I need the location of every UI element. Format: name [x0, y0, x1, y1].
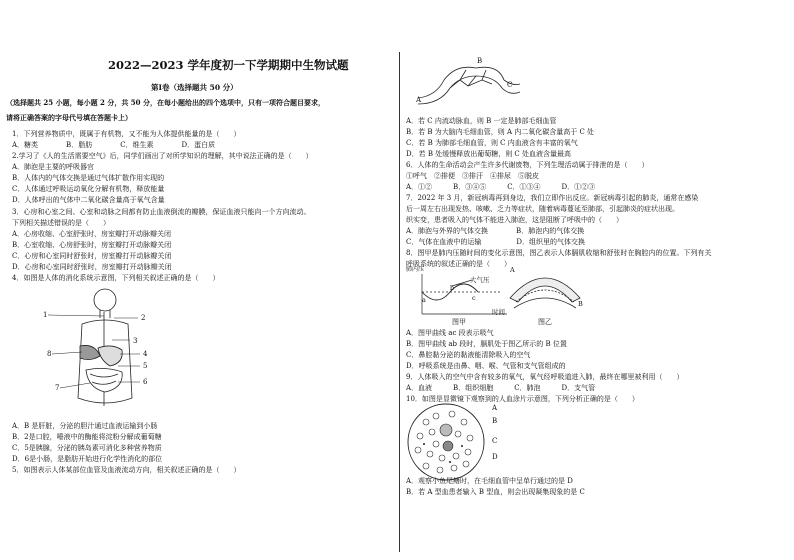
question-line: 3．心房和心室之间、心室和动脉之间都有防止血液倒流的瓣膜，保证血液只能向一个方向流动。 — [12, 208, 311, 216]
option-line: A．观察小鱼尾鳍时，在毛细血管中呈单行通过的是 D — [406, 477, 573, 485]
graph-y-label: 肺内压 — [406, 266, 425, 273]
option-line: A．图甲曲线 ac 段表示吸气 — [406, 329, 494, 337]
graph-point-label: b — [450, 284, 455, 292]
graph-caption: 图甲 — [452, 318, 466, 326]
figure-label: 6 — [143, 378, 148, 386]
option-line: A．肺泡与外界的气体交换 B．肺泡内的气体交换 — [406, 227, 585, 235]
option-line: A．血液 B．组织细胞 C．肺泡 D．支气管 — [406, 384, 596, 392]
question-line: 下列相关描述错误的是（ ） — [12, 219, 110, 227]
exam-title: 2022—2023 学年度初一下学期期中生物试题 — [108, 58, 349, 72]
question-line: 呼吸系统的叙述正确的是（ ） — [406, 260, 511, 268]
option-line: B．心室收缩、心房舒张时，房室瓣打开动脉瓣关闭 — [12, 241, 172, 249]
question-line: 8．图甲是肺内压随时间的变化示意图，图乙表示人体膈肌收缩和舒张时在胸腔内的位置。下列有关 — [406, 249, 712, 257]
option-line: A．B 是肝脏，分泌的胆汁通过血液运输到小肠 — [12, 422, 158, 430]
question-line: 7．2022 年 3 月，新冠病毒再到身边，我们立即作出反应。新冠病毒引起的肺炎，通常在感染 — [406, 194, 699, 202]
figure-label: 8 — [47, 350, 52, 358]
option-line: B．图甲曲线 ab 段时，膈肌处于图乙所示的 B 位置 — [406, 340, 567, 348]
option-line: C．心房和心室同时舒张时，房室瓣打开动脉瓣关闭 — [12, 252, 172, 260]
question-line: 1．下列营养物质中，既属于有机物，又不能为人体提供能量的是（ ） — [12, 130, 241, 138]
question-line: 6．人体的生命活动会产生许多代谢废物，下列生理活动属于排泄的是（ ） — [406, 161, 649, 169]
option-line: D．呼吸系统是由鼻、咽、喉、气管和支气管组成的 — [406, 362, 566, 370]
figure-label: C — [507, 81, 513, 89]
figure-label: 3 — [133, 337, 138, 345]
option-line: ①呼气 ②排便 ③排汗 ④排尿 ⑤脱皮 — [406, 172, 539, 180]
figure-label: 5 — [143, 362, 148, 370]
question-line: 2.学习了《人的生活需要空气》后，同学们画出了对所学知识的理解，其中说法正确的是（ ） — [12, 152, 313, 160]
graph-caption: 图乙 — [538, 318, 552, 326]
figure-label: 7 — [55, 384, 60, 392]
question-line: 后一周左右出现发热、咳嗽、乏力等症状，随着病毒蔓延至肺部，引起肺炎的症状出现。 — [406, 205, 679, 213]
option-line: C．若 B 为肺部毛细血管，则 C 内血液含有丰富的氧气 — [406, 139, 578, 147]
figure-label: B — [492, 417, 498, 425]
option-line: B．2是口腔，唾液中的酶能将淀粉分解成葡萄糖 — [12, 433, 162, 441]
blood-smear-figure — [406, 402, 486, 482]
figure-label: 2 — [141, 314, 146, 322]
digestive-system-figure — [0, 288, 398, 418]
figure-label: A — [416, 96, 422, 104]
option-line: B．人体内的气体交换是通过气体扩散作用实现的 — [12, 174, 165, 182]
graph-point-label: a — [422, 296, 426, 304]
diaphragm-label: A — [510, 266, 515, 274]
figure-label: 4 — [143, 350, 148, 358]
instruction-line: （选择题共 25 小题，每小题 2 分，共 50 分，在每小题给出的四个选项中，只有一项符合题目要求， — [6, 98, 325, 107]
figure-label: A — [492, 404, 498, 412]
diaphragm-label: B — [578, 300, 583, 308]
section-title: 第Ⅰ卷（选择题共 50 分） — [151, 83, 238, 92]
option-line: C．5是胰腺，分泌的胰岛素可消化多种营养物质 — [12, 444, 162, 452]
question-line: 4．如图是人体的消化系统示意图，下列相关叙述正确的是（ ） — [12, 274, 220, 282]
option-line: D．人体呼出的气体中二氧化碳含量高于氧气含量 — [12, 196, 165, 204]
figure-label: C — [492, 437, 498, 445]
option-line: A．糖类 B．脂肪 C．维生素 D．蛋白质 — [12, 141, 216, 149]
option-line: A．①② B．③④⑤ C．①③④ D．①②③ — [406, 183, 596, 191]
option-line: D．6是小肠，是脂肪开始进行化学性消化的部位 — [12, 455, 163, 463]
instruction-line: 请将正确答案的字母代号填在答题卡上） — [6, 113, 132, 122]
figure-label: B — [477, 57, 483, 65]
option-line: A．心房收缩、心室舒张时，房室瓣打开动脉瓣关闭 — [12, 230, 172, 238]
option-line: C．人体通过呼吸运动氧化分解有机物，释放能量 — [12, 185, 165, 193]
option-line: D．心房和心室同时舒张时，房室瓣打开动脉瓣关闭 — [12, 263, 172, 271]
question-line: 9．人体吸入的空气中含有较多的氧气，氧气经呼吸道进入肺，最终在哪里被利用（ ） — [406, 373, 684, 381]
option-line: C．鼻腔黏分泌的黏液能清除吸入的空气 — [406, 351, 531, 359]
question-line: 织实变，患者吸入的气体不能进入肺泡，这是阻断了呼吸中的（ ） — [406, 216, 623, 224]
graph-point-label: c — [472, 294, 476, 302]
option-line: C．气体在血液中的运输 D．组织里的气体交换 — [406, 238, 585, 246]
figure-label: 1 — [43, 311, 48, 319]
figure-label: D — [492, 453, 498, 461]
option-line: B．若 A 型血患者输入 B 型血，则会出现凝集现象的是 C — [406, 488, 585, 496]
graph-x-label: 时间 — [492, 308, 505, 316]
option-line: A．肺泡是主要的呼吸器官 — [12, 163, 95, 171]
question-line: 10．如图是显微镜下观察到的人血涂片示意图，下列分析正确的是（ ） — [406, 395, 639, 403]
graph-curve-label: 大气压 — [470, 276, 490, 284]
option-line: A．若 C 内流动脉血，则 B 一定是肺部毛细血管 — [406, 117, 557, 125]
option-line: B．若 B 为大脑内毛细血管，则 A 内二氧化碳含量高于 C 处 — [406, 128, 595, 136]
question-line: 5．如图表示人体某部位血管及血液流动方向，相关叙述正确的是（ ） — [12, 466, 241, 474]
right-column — [400, 0, 794, 560]
option-line: D．若 B 处缓慢释放出葡萄糖，则 C 处血液含量最高 — [406, 150, 572, 158]
